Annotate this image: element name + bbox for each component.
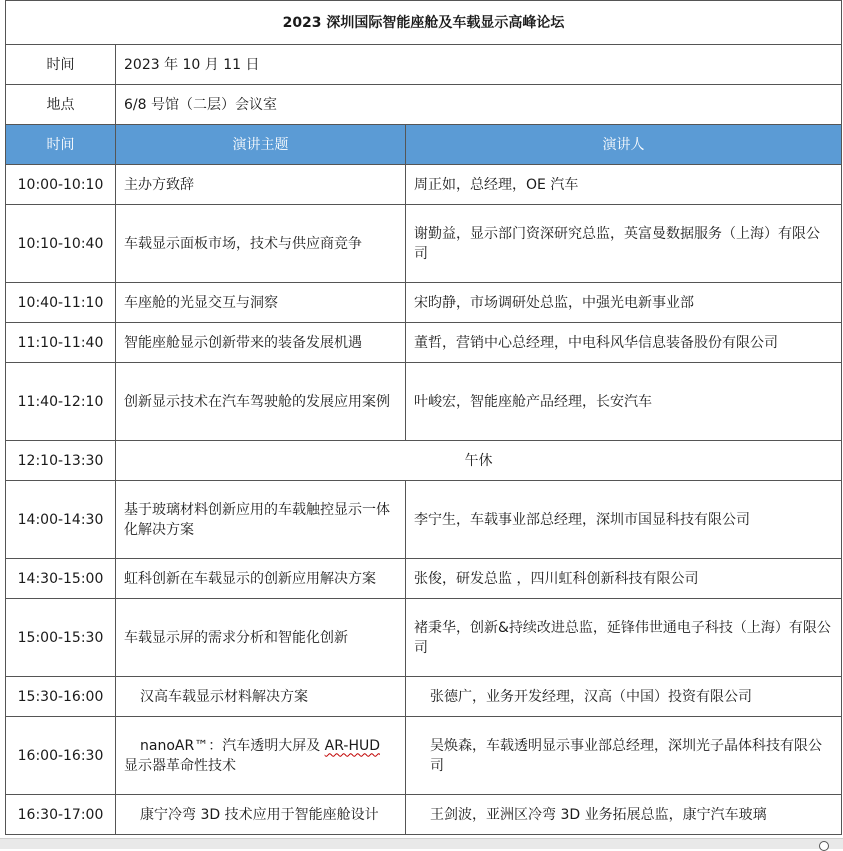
session-time: 16:00-16:30: [6, 717, 116, 795]
session-topic: 基于玻璃材料创新应用的车载触控显示一体化解决方案: [116, 481, 406, 559]
title-row: [6, 1, 842, 45]
info-time-value: 2023 年 10 月 11 日: [116, 45, 842, 85]
session-topic: 创新显示技术在汽车驾驶舱的发展应用案例: [116, 363, 406, 441]
table-row: [6, 205, 842, 283]
info-row-time: [6, 45, 842, 85]
col-header-time: 时间: [6, 125, 116, 165]
topic-suffix: 显示器革命性技术: [124, 757, 236, 774]
session-speaker: 董哲，营销中心总经理，中电科风华信息装备股份有限公司: [406, 323, 842, 363]
session-topic: [116, 717, 406, 795]
col-header-topic: 演讲主题: [116, 125, 406, 165]
session-speaker: 吴焕森，车载透明显示事业部总经理，深圳光子晶体科技有限公司: [406, 717, 842, 795]
session-time: 10:10-10:40: [6, 205, 116, 283]
col-header-speaker: 演讲人: [406, 125, 842, 165]
session-topic: 车座舱的光显交互与洞察: [116, 283, 406, 323]
table-row: [6, 795, 842, 835]
session-topic: 智能座舱显示创新带来的装备发展机遇: [116, 323, 406, 363]
session-speaker: 褚秉华，创新&持续改进总监，延锋伟世通电子科技（上海）有限公司: [406, 599, 842, 677]
table-row: [6, 323, 842, 363]
session-speaker: 宋昀静，市场调研处总监，中强光电新事业部: [406, 283, 842, 323]
agenda-table: [5, 0, 842, 835]
session-speaker: 谢勤益，显示部门资深研究总监，英富曼数据服务（上海）有限公司: [406, 205, 842, 283]
session-time: 15:00-15:30: [6, 599, 116, 677]
table-row: [6, 283, 842, 323]
session-time: 15:30-16:00: [6, 677, 116, 717]
scroll-indicator-icon: [819, 841, 829, 851]
table-row: [6, 441, 842, 481]
info-row-place: [6, 85, 842, 125]
status-bar: [0, 838, 843, 849]
column-header-row: [6, 125, 842, 165]
table-row: [6, 363, 842, 441]
session-time: 11:40-12:10: [6, 363, 116, 441]
session-speaker: 周正如，总经理，OE 汽车: [406, 165, 842, 205]
forum-title: 2023 深圳国际智能座舱及车载显示高峰论坛: [6, 1, 842, 45]
session-time: 16:30-17:00: [6, 795, 116, 835]
lunch-break: 午休: [116, 441, 842, 481]
session-topic: 康宁冷弯 3D 技术应用于智能座舱设计: [116, 795, 406, 835]
session-speaker: 叶峻宏，智能座舱产品经理，长安汽车: [406, 363, 842, 441]
session-time: 10:00-10:10: [6, 165, 116, 205]
session-topic: 汉高车载显示材料解决方案: [116, 677, 406, 717]
table-row: [6, 481, 842, 559]
table-row: [6, 599, 842, 677]
session-time: 11:10-11:40: [6, 323, 116, 363]
info-place-label: 地点: [6, 85, 116, 125]
session-time: 14:30-15:00: [6, 559, 116, 599]
table-row: [6, 717, 842, 795]
agenda-sheet: [5, 0, 841, 835]
session-speaker: 李宁生，车载事业部总经理，深圳市国显科技有限公司: [406, 481, 842, 559]
session-speaker: 张俊，研发总监 ，四川虹科创新科技有限公司: [406, 559, 842, 599]
session-time: 12:10-13:30: [6, 441, 116, 481]
session-speaker: 张德广，业务开发经理，汉高（中国）投资有限公司: [406, 677, 842, 717]
info-time-label: 时间: [6, 45, 116, 85]
session-topic: 虹科创新在车载显示的创新应用解决方案: [116, 559, 406, 599]
session-speaker: 王剑波，亚洲区冷弯 3D 业务拓展总监，康宁汽车玻璃: [406, 795, 842, 835]
session-topic: 车载显示屏的需求分析和智能化创新: [116, 599, 406, 677]
table-row: [6, 165, 842, 205]
topic-ar-hud: AR-HUD: [324, 737, 380, 754]
info-place-value: 6/8 号馆（二层）会议室: [116, 85, 842, 125]
table-row: [6, 677, 842, 717]
session-topic: 主办方致辞: [116, 165, 406, 205]
session-time: 10:40-11:10: [6, 283, 116, 323]
table-row: [6, 559, 842, 599]
session-time: 14:00-14:30: [6, 481, 116, 559]
topic-prefix: nanoAR™：汽车透明大屏及: [140, 737, 325, 754]
session-topic: 车载显示面板市场，技术与供应商竞争: [116, 205, 406, 283]
